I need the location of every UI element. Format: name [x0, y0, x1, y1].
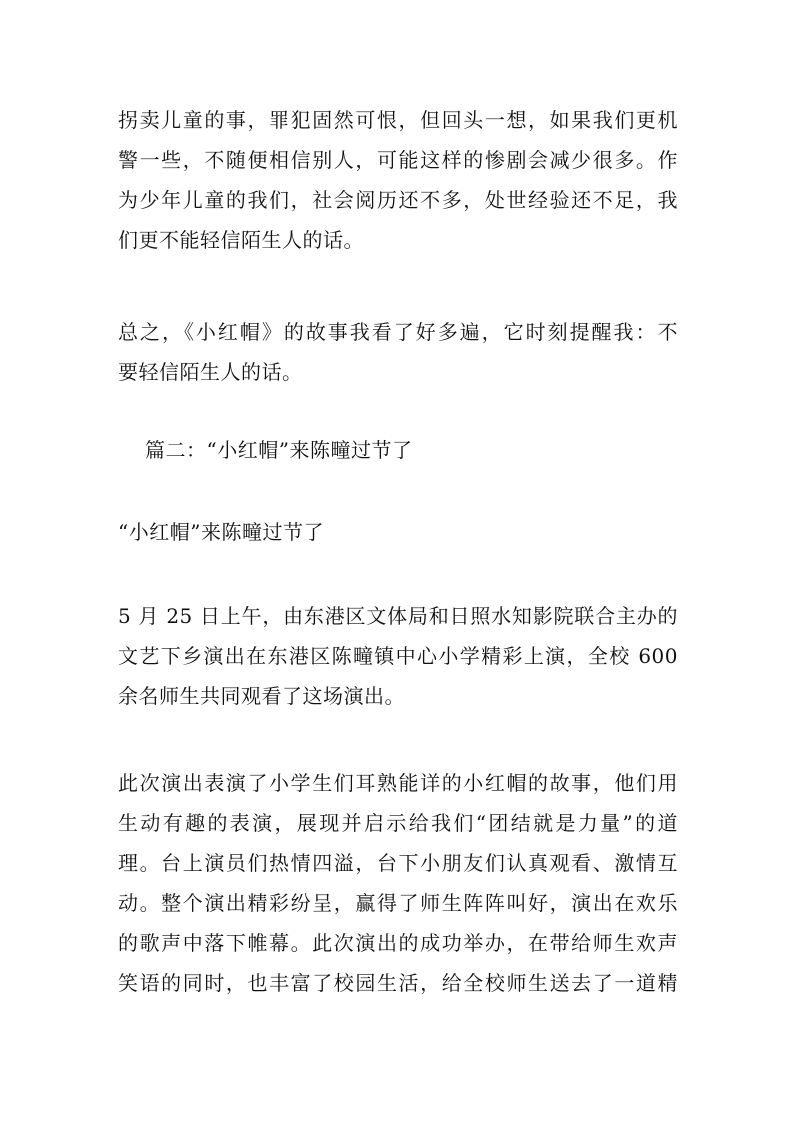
text-line: 警一些，不随便相信别人，可能这样的惨剧会减少很多。作	[118, 148, 678, 172]
text-line: 们更不能轻信陌生人的话。	[118, 228, 364, 252]
text-line: 为少年儿童的我们，社会阅历还不多，处世经验还不足，我	[118, 188, 678, 212]
text-line: 动。整个演出精彩纷呈，赢得了师生阵阵叫好，演出在欢乐	[118, 891, 678, 915]
text-line: 余名师生共同观看了这场演出。	[118, 684, 405, 708]
text-line: 要轻信陌生人的话。	[118, 360, 303, 384]
text-line: 理。台上演员们热情四溢，台下小朋友们认真观看、激情互	[118, 851, 678, 875]
paragraph-child-safety	[118, 100, 678, 260]
text-line: 拐卖儿童的事，罪犯固然可恨，但回头一想，如果我们更机	[118, 108, 678, 132]
article-title: “小红帽”来陈疃过节了	[118, 520, 324, 544]
section-heading: 篇二：“小红帽”来陈疃过节了	[145, 438, 413, 462]
text-line: 总之，《小红帽》的故事我看了好多遍，它时刻提醒我：不	[118, 320, 678, 344]
text-line: 文艺下乡演出在东港区陈疃镇中心小学精彩上演，全校 600	[118, 644, 678, 668]
paragraph-event-details	[118, 763, 678, 1003]
text-line: 笑语的同时，也丰富了校园生活，给全校师生送去了一道精	[118, 971, 678, 995]
paragraph-conclusion	[118, 312, 678, 392]
text-line: 的歌声中落下帷幕。此次演出的成功举办，在带给师生欢声	[118, 931, 678, 955]
text-line: 生动有趣的表演，展现并启示给我们“团结就是力量”的道	[118, 811, 678, 835]
text-line: 此次演出表演了小学生们耳熟能详的小红帽的故事，他们用	[118, 771, 678, 795]
text-line: 5 月 25 日上午，由东港区文体局和日照水知影院联合主办的	[118, 604, 678, 628]
paragraph-event-intro	[118, 596, 678, 716]
